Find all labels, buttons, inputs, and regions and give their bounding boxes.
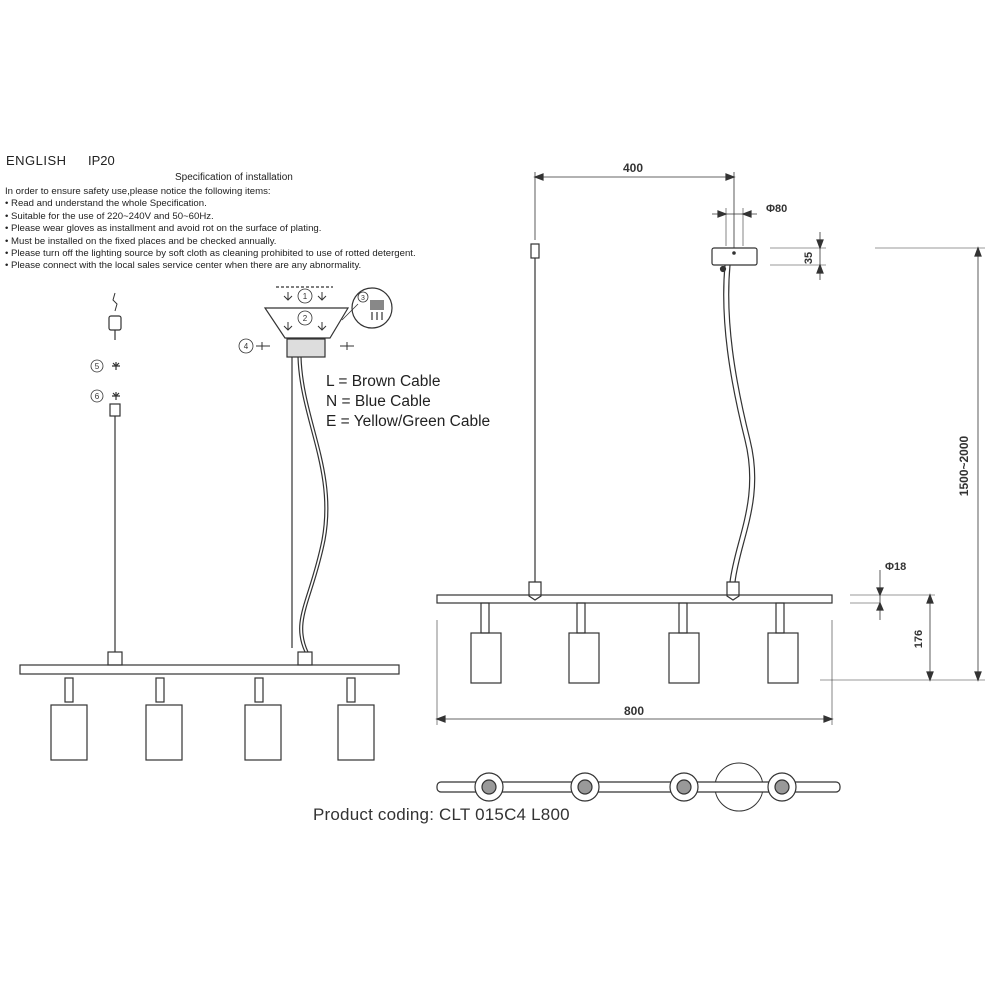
svg-text:1: 1: [302, 292, 308, 301]
spec-line: • Please turn off the lighting source by soft cloth as cleaning prohibited to use of rotted detergent.: [5, 248, 416, 260]
ip-rating-label: IP20: [88, 153, 115, 168]
spotlight: [245, 678, 281, 760]
dim-800-label: 800: [623, 704, 645, 718]
svg-text:2: 2: [302, 314, 308, 323]
legend-line-earth: E = Yellow/Green Cable: [326, 413, 491, 430]
step-5-marker: [91, 360, 120, 372]
svg-text:3: 3: [361, 295, 365, 302]
spec-line: • Please connect with the local sales service center when there are any abnormality.: [5, 260, 362, 272]
dim-phi18-label: Φ18: [885, 561, 907, 573]
spec-title: Specification of installation: [175, 172, 293, 183]
ceiling-canopy: [712, 248, 757, 265]
svg-text:4: 4: [243, 342, 249, 351]
installation-diagram: [20, 287, 399, 760]
light-bar-dimensioned: [437, 595, 832, 603]
legend-line-blue: N = Blue Cable: [326, 393, 431, 410]
spotlight: [51, 678, 87, 760]
dim-176-label: 176: [913, 629, 925, 649]
legend-line-brown: L = Brown Cable: [326, 373, 441, 390]
dimension-diagram: [437, 161, 985, 811]
language-label: ENGLISH: [6, 153, 67, 168]
step-3-marker: [342, 288, 392, 328]
spec-line: • Suitable for the use of 220~240V and 50~60Hz.: [5, 210, 214, 222]
light-bar: [20, 665, 399, 674]
spotlight: [768, 603, 798, 683]
spotlight: [669, 603, 699, 683]
step-6-marker: [91, 390, 120, 402]
step-2-marker: [298, 311, 312, 325]
svg-text:6: 6: [94, 392, 100, 401]
dim-35-label: 35: [803, 251, 815, 265]
product-coding: Product coding: CLT 015C4 L800: [313, 805, 570, 824]
spec-line: In order to ensure safety use,please notice the following items:: [5, 186, 271, 197]
spec-line: • Must be installed on the fixed places and be checked annually.: [5, 235, 277, 247]
spec-line: • Please wear gloves as installment and avoid rot on the surface of plating.: [5, 223, 322, 235]
spotlight: [146, 678, 182, 760]
spotlight: [569, 603, 599, 683]
dim-height-label: 1500~2000: [957, 435, 971, 497]
spotlight: [471, 603, 501, 683]
top-view: [437, 763, 840, 811]
svg-text:5: 5: [94, 362, 100, 371]
dim-phi80-label: Φ80: [766, 203, 788, 215]
spec-line: • Read and understand the whole Specification.: [5, 198, 207, 210]
step-1-marker: [298, 289, 312, 303]
dim-400-label: 400: [622, 161, 644, 175]
spotlight: [338, 678, 374, 760]
